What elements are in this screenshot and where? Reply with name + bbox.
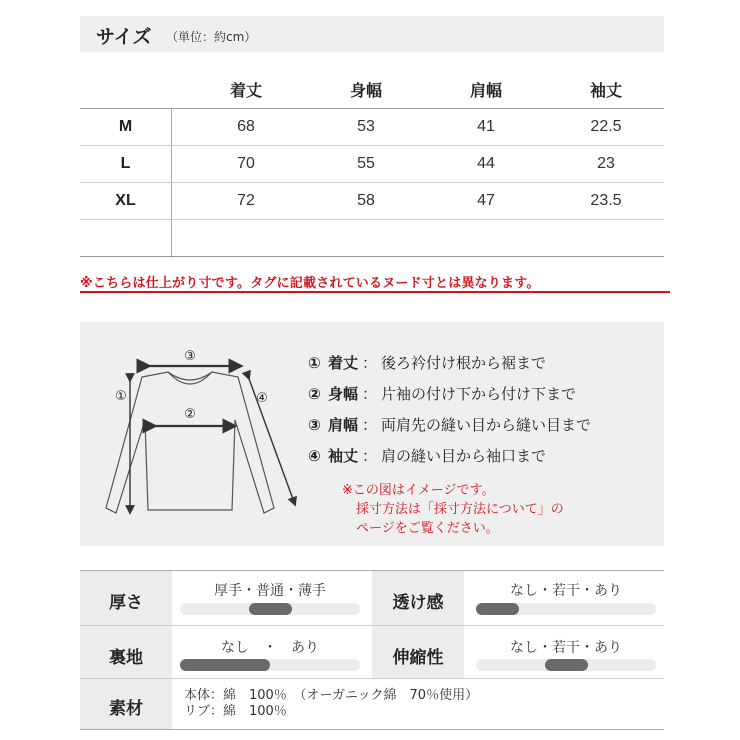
marker-1: ① bbox=[115, 389, 127, 404]
table-cell: 68 bbox=[237, 118, 255, 135]
thickness-indicator bbox=[249, 603, 292, 615]
size-table bbox=[80, 70, 664, 260]
lining-indicator bbox=[180, 659, 270, 671]
legend-item-length: ① 着丈 ： 後ろ衿付け根から裾まで bbox=[308, 354, 547, 372]
table-row-divider bbox=[80, 145, 664, 146]
page-title: サイズ bbox=[96, 26, 152, 48]
column-header-length: 着丈 bbox=[229, 81, 262, 100]
stretch-indicator bbox=[545, 659, 588, 671]
table-column-divider bbox=[171, 108, 172, 258]
table-cell: 23.5 bbox=[590, 192, 622, 209]
table-cell: 55 bbox=[357, 155, 375, 172]
label-sheer: 透け感 bbox=[392, 593, 444, 613]
table-cell: 22.5 bbox=[590, 118, 622, 135]
table-cell: 23 bbox=[597, 155, 615, 172]
stretch-scale: なし・若干・あり bbox=[510, 640, 622, 656]
thickness-track bbox=[180, 603, 360, 615]
label-material: 素材 bbox=[109, 699, 143, 719]
marker-3: ③ bbox=[184, 349, 196, 364]
table-cell: 41 bbox=[477, 118, 495, 135]
measurement-diagram bbox=[80, 322, 664, 546]
diagram-note-line-1: ※この図はイメージです。 bbox=[342, 483, 495, 498]
unit-label: （単位：約cm） bbox=[166, 30, 257, 44]
diagram-note-line-3: ページをご覧ください。 bbox=[356, 521, 499, 536]
lining-scale: なし ・ あり bbox=[221, 640, 319, 656]
table-cell: 44 bbox=[477, 155, 495, 172]
measurement-note: ※こちらは仕上がり寸です。タグに記載されているヌード寸とは異なります。 bbox=[80, 276, 540, 291]
row-label-l: L bbox=[120, 155, 131, 172]
label-thickness: 厚さ bbox=[109, 593, 143, 613]
label-lining: 裏地 bbox=[109, 648, 143, 668]
column-header-shoulder: 肩幅 bbox=[469, 81, 502, 100]
note-underline bbox=[80, 291, 670, 293]
table-cell: 70 bbox=[237, 155, 255, 172]
lining-track bbox=[180, 659, 360, 671]
shirt-illustration bbox=[80, 322, 300, 546]
sheer-indicator bbox=[476, 603, 519, 615]
table-row-divider bbox=[80, 219, 664, 220]
material-line-2: リブ：綿 100％ bbox=[184, 704, 287, 719]
row-label-m: M bbox=[118, 118, 133, 135]
table-bottom-border bbox=[80, 256, 664, 257]
diagram-note-line-2: 採寸方法は「採寸方法について」の bbox=[356, 502, 564, 517]
attributes-table bbox=[80, 570, 664, 730]
sheer-track bbox=[476, 603, 656, 615]
marker-4: ④ bbox=[256, 391, 268, 406]
stretch-track bbox=[476, 659, 656, 671]
label-stretch: 伸縮性 bbox=[392, 648, 444, 668]
legend-item-sleeve: ④ 袖丈 ： 肩の縫い目から袖口まで bbox=[308, 447, 547, 465]
row-label-xl: XL bbox=[115, 192, 136, 209]
marker-2: ② bbox=[184, 407, 196, 422]
column-header-width: 身幅 bbox=[349, 81, 382, 100]
table-cell: 58 bbox=[357, 192, 375, 209]
sheer-scale: なし・若干・あり bbox=[510, 583, 622, 599]
table-cell: 72 bbox=[237, 192, 255, 209]
thickness-scale: 厚手・普通・薄手 bbox=[214, 583, 326, 599]
title-bar bbox=[80, 16, 664, 52]
material-line-1: 本体：綿 100％ （オーガニック綿 70％使用） bbox=[184, 688, 479, 703]
table-cell: 47 bbox=[477, 192, 495, 209]
legend-item-shoulder: ③ 肩幅 ： 両肩先の縫い目から縫い目まで bbox=[308, 416, 592, 434]
table-row-divider bbox=[80, 182, 664, 183]
table-cell: 53 bbox=[357, 118, 375, 135]
table-divider bbox=[80, 108, 664, 109]
legend-item-width: ② 身幅 ： 片袖の付け下から付け下まで bbox=[308, 385, 577, 403]
column-header-sleeve: 袖丈 bbox=[589, 81, 622, 100]
